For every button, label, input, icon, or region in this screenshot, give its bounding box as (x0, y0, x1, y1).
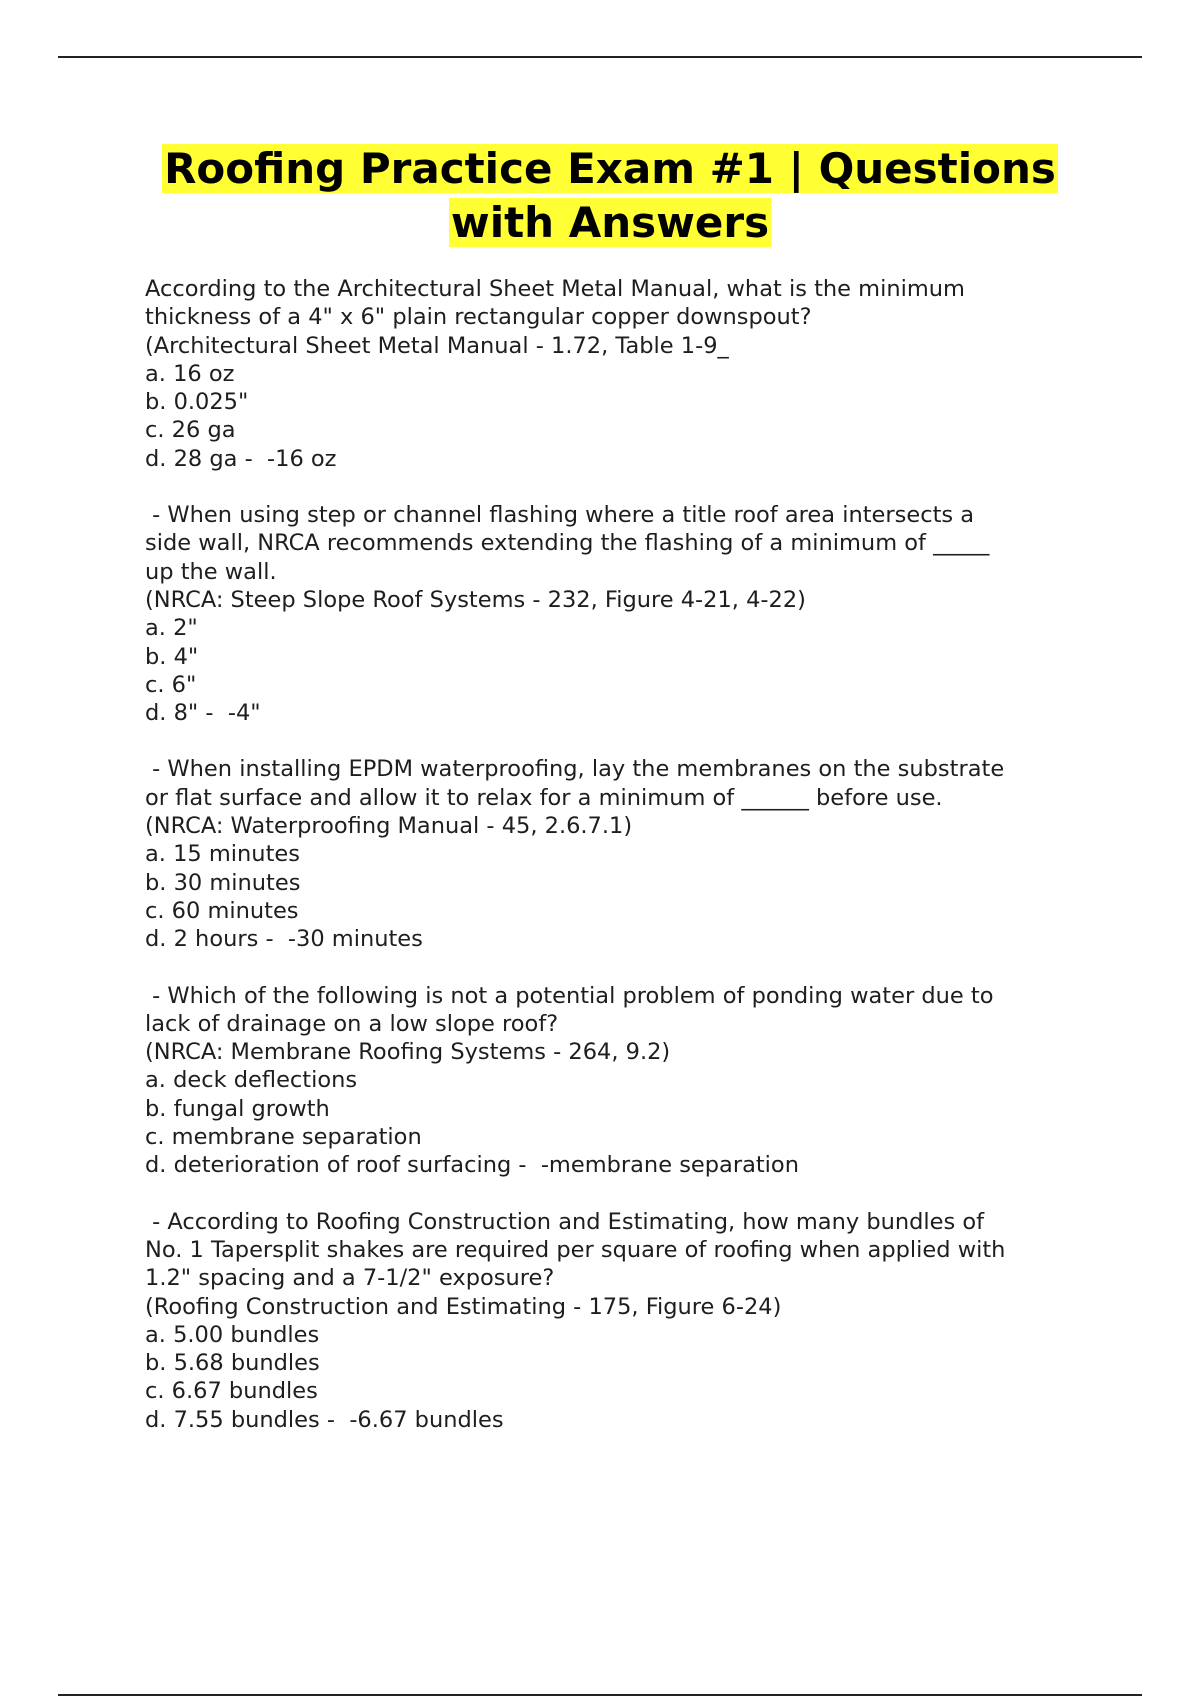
question-2-option-d-answer: d. 8" - -4" (145, 700, 261, 727)
question-4 (145, 982, 1095, 1180)
question-2-option-b: b. 4" (145, 643, 199, 670)
question-2-line-1: - When using step or channel flashing where a title roof area intersects a (145, 502, 975, 529)
question-3-option-b: b. 30 minutes (145, 869, 301, 896)
question-3-line-1: - When installing EPDM waterproofing, lay the membranes on the substrate (145, 756, 1005, 783)
question-5-option-c: c. 6.67 bundles (145, 1378, 318, 1405)
question-2-source: (NRCA: Steep Slope Roof Systems - 232, Figure 4-21, 4-22) (145, 586, 806, 613)
question-5-line-2: No. 1 Tapersplit shakes are required per square of roofing when applied with (145, 1236, 1006, 1263)
question-1-option-c: c. 26 ga (145, 417, 236, 444)
page-title (130, 142, 1090, 250)
question-1-source: (Architectural Sheet Metal Manual - 1.72, Table 1-9_ (145, 332, 729, 359)
question-3-option-c: c. 60 minutes (145, 897, 299, 924)
question-5-option-a: a. 5.00 bundles (145, 1321, 320, 1348)
question-1-option-a: a. 16 oz (145, 360, 235, 387)
page-title-text: Roofing Practice Exam #1 | Questions with Answers (164, 144, 1056, 247)
question-1-option-d-answer: d. 28 ga - -16 oz (145, 445, 337, 472)
question-1-option-b: b. 0.025" (145, 389, 249, 416)
question-2 (145, 501, 1095, 727)
question-4-option-a: a. deck deflections (145, 1067, 358, 1094)
question-4-line-1: - Which of the following is not a potential problem of ponding water due to (145, 982, 994, 1009)
question-4-option-b: b. fungal growth (145, 1095, 330, 1122)
question-2-line-2: side wall, NRCA recommends extending the flashing of a minimum of _____ (145, 530, 990, 557)
question-3-option-a: a. 15 minutes (145, 841, 300, 868)
question-3-line-2: or flat surface and allow it to relax for a minimum of ______ before use. (145, 784, 943, 811)
question-5-option-d-answer: d. 7.55 bundles - -6.67 bundles (145, 1406, 504, 1433)
question-4-option-d-answer: d. deterioration of roof surfacing - -membrane separation (145, 1152, 799, 1179)
question-4-line-2: lack of drainage on a low slope roof? (145, 1010, 559, 1037)
question-2-option-c: c. 6" (145, 671, 197, 698)
question-3 (145, 755, 1095, 953)
question-1-line-2: thickness of a 4" x 6" plain rectangular copper downspout? (145, 304, 812, 331)
bottom-rule (58, 1694, 1142, 1696)
question-5-option-b: b. 5.68 bundles (145, 1350, 320, 1377)
question-4-option-c: c. membrane separation (145, 1124, 422, 1151)
question-5-line-3: 1.2" spacing and a 7-1/2" exposure? (145, 1265, 555, 1292)
question-1-line-1: According to the Architectural Sheet Metal Manual, what is the minimum (145, 276, 965, 302)
question-5 (145, 1208, 1095, 1434)
question-2-line-3: up the wall. (145, 558, 277, 585)
questions-list (145, 275, 1095, 1462)
question-5-line-1: - According to Roofing Construction and Estimating, how many bundles of (145, 1208, 985, 1235)
question-1 (145, 275, 1095, 473)
question-3-source: (NRCA: Waterproofing Manual - 45, 2.6.7.1) (145, 813, 633, 840)
question-2-option-a: a. 2" (145, 615, 198, 642)
question-4-source: (NRCA: Membrane Roofing Systems - 264, 9.2) (145, 1039, 671, 1066)
question-5-source: (Roofing Construction and Estimating - 175, Figure 6-24) (145, 1293, 782, 1320)
top-rule (58, 56, 1142, 58)
question-3-option-d-answer: d. 2 hours - -30 minutes (145, 926, 423, 953)
